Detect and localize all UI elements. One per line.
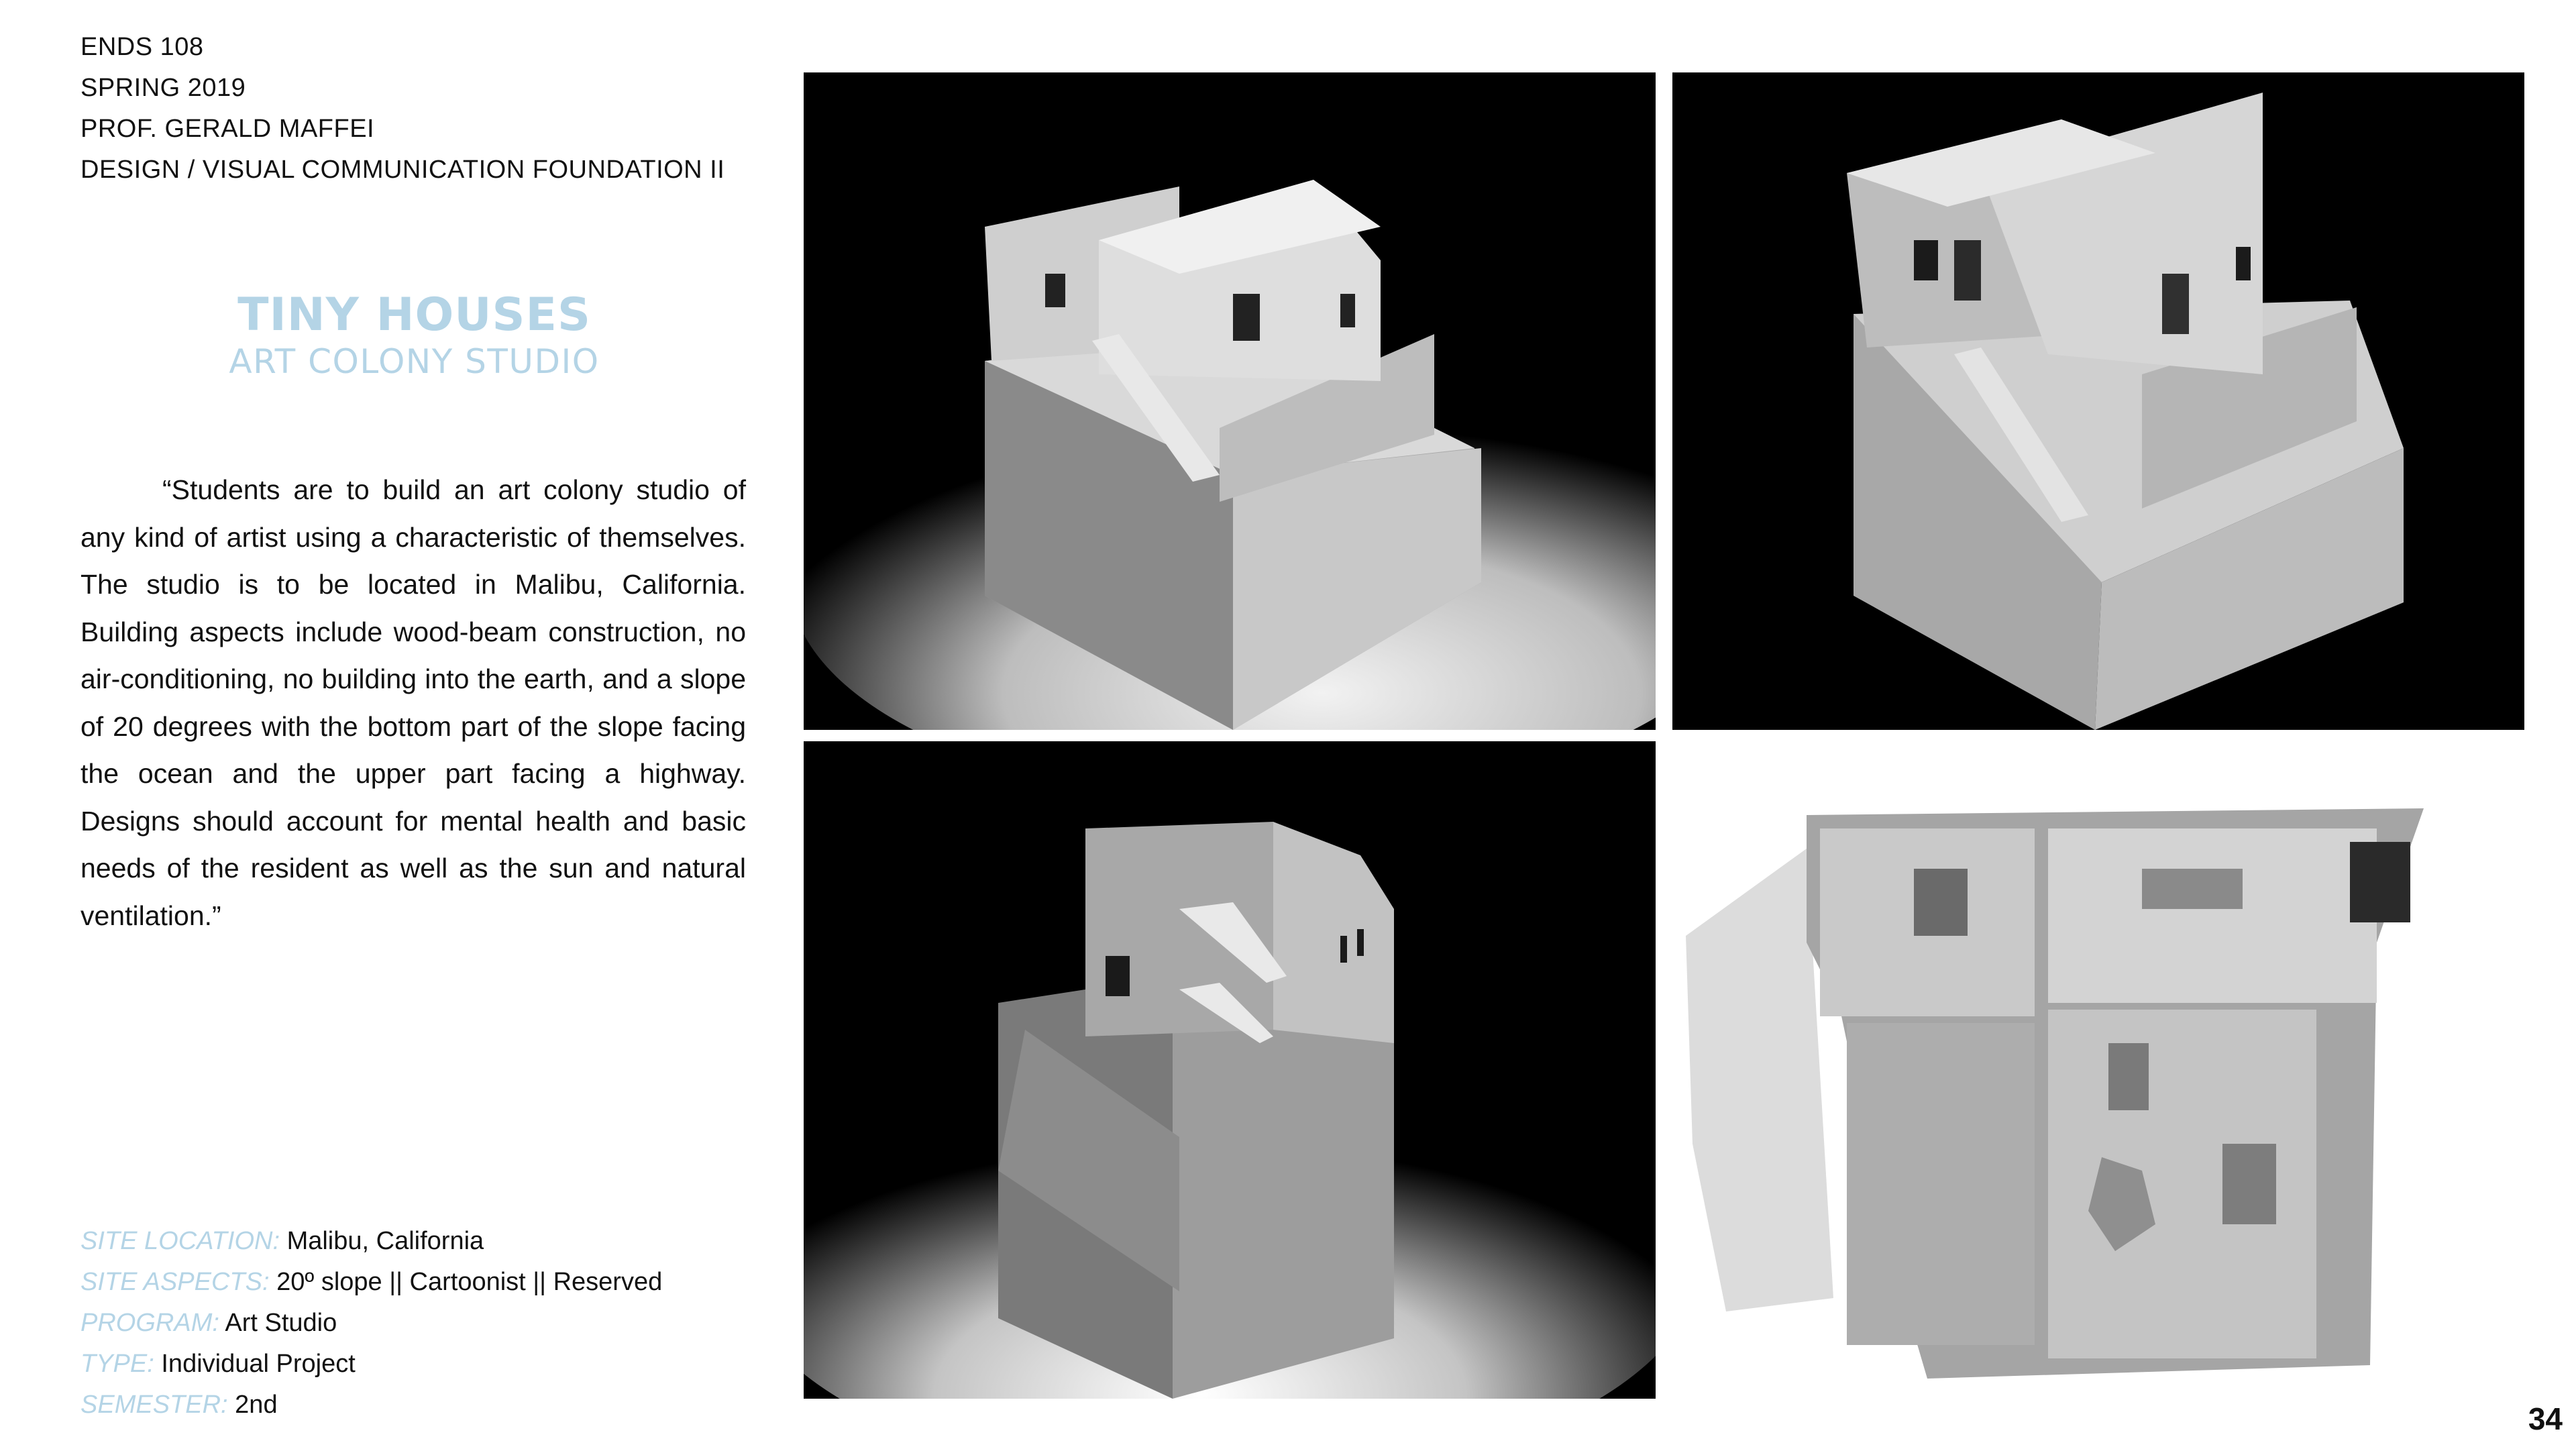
project-subtitle: ART COLONY STUDIO (229, 342, 600, 381)
project-title-block (80, 288, 748, 381)
spec-label: SITE LOCATION: (80, 1227, 280, 1255)
model-photo-plan (1672, 741, 2524, 1399)
spec-semester (80, 1385, 662, 1426)
model-photo-front-left-image (804, 72, 1656, 730)
course-info (80, 27, 724, 191)
course-professor: PROF. GERALD MAFFEI (80, 115, 375, 143)
spec-program (80, 1303, 662, 1344)
project-description: “Students are to build an art colony studio of any kind of artist using a characteristic of themselves. The studio is to be located in Malibu, California. Building aspects include wood-beam construction, no air-conditioning, no building into the earth, and a slope of 20 degrees with the bottom part of the slope facing the ocean and the upper part facing a highway. Designs should account for mental health and basic needs of the resident as well as the sun and natural ventilation.” (80, 474, 746, 931)
model-photo-front-right-image (1672, 72, 2524, 730)
spec-value: Art Studio (225, 1309, 337, 1337)
spec-value: Malibu, California (286, 1227, 484, 1255)
model-photo-side (804, 741, 1656, 1399)
model-photo-front-left (804, 72, 1656, 730)
model-photo-front-right (1672, 72, 2524, 730)
spec-value: Individual Project (161, 1350, 356, 1378)
spec-site-aspects (80, 1262, 662, 1303)
course-name: DESIGN / VISUAL COMMUNICATION FOUNDATION II (80, 156, 725, 184)
course-term: SPRING 2019 (80, 74, 246, 102)
spec-type (80, 1344, 662, 1385)
spec-label: PROGRAM: (80, 1309, 219, 1337)
spec-value: 2nd (235, 1391, 278, 1419)
project-title: TINY HOUSES (237, 288, 591, 341)
model-photo-plan-image (1672, 741, 2524, 1399)
spec-site-location (80, 1221, 662, 1262)
course-code: ENDS 108 (80, 33, 204, 61)
page-number: 34 (2528, 1401, 2563, 1436)
project-specs (80, 1221, 662, 1426)
spec-label: SEMESTER: (80, 1391, 228, 1419)
model-photo-side-image (804, 741, 1656, 1399)
spec-label: SITE ASPECTS: (80, 1268, 270, 1296)
spec-label: TYPE: (80, 1350, 154, 1378)
spec-value: 20º slope || Cartoonist || Reserved (276, 1268, 663, 1296)
